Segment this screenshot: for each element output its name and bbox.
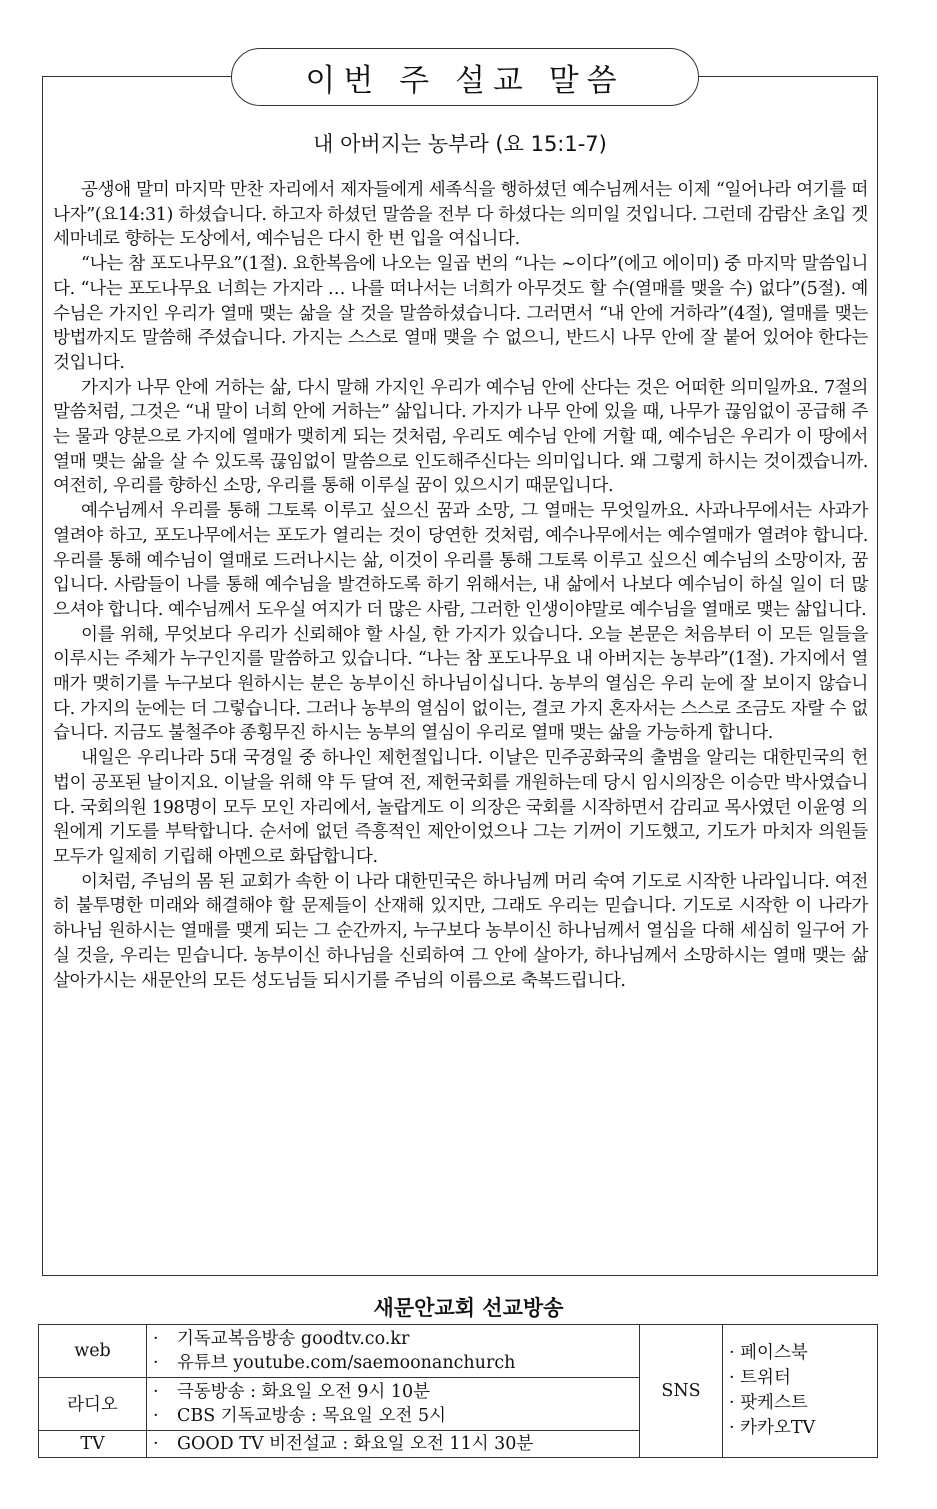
sermon-paragraph: 내일은 우리나라 5대 국경일 중 하나인 제헌절입니다. 이날은 민주공화국의 출범을 알리는 대한민국의 헌법이 공포된 날이지요. 이날을 위해 약 두 달여 전, 제헌국회를 개원하는데 당시 임시의장은 이승만 박사였습니다. 국회의원 198명이 모두 모인 자리에서, 놀랍게도 이 의장은 국회를 시작하면서 감리교 목사였던 이윤영 의원에게 기도를 부탁합니다. 순서에 없던 즉흥적인 제안이었으나 그는 기꺼이 기도했고, 기도가 마치자 의원들 모두가 일제히 기립해 아멘으로 화답합니다.: [53, 748, 868, 867]
list-item: [153, 1380, 633, 1404]
list-item: [729, 1391, 871, 1416]
list-item: [729, 1341, 871, 1366]
row-label-radio: 라디오: [39, 1377, 147, 1430]
radio-item-cbs: CBS 기독교방송 : 목요일 오전 5시: [177, 1405, 447, 1426]
list-item: [153, 1404, 633, 1428]
row-label-web: web: [39, 1325, 147, 1378]
broadcast-table: [38, 1324, 878, 1458]
sns-label: SNS: [640, 1325, 723, 1458]
bullet: ·: [153, 1381, 159, 1402]
sns-item-twitter: 트위터: [740, 1368, 791, 1388]
tv-items: [147, 1430, 640, 1457]
sermon-paragraph: 가지가 나무 안에 거하는 삶, 다시 말해 가지인 우리가 예수님 안에 산다는 것은 어떠한 의미일까요. 7절의 말씀처럼, 그것은 “내 말이 너희 안에 거하는” 삶입니다. 가지가 나무 안에 있을 때, 나무가 끊임없이 공급해 주는 물과 양분으로 가지에 열매가 맺히게 되는 것처럼, 우리도 예수님 안에 거할 때, 예수님은 우리가 이 땅에서 열매 맺는 삶을 살 수 있도록 끊임없이 말씀으로 인도해주신다는 의미입니다. 왜 그렇게 하시는 것이겠습니까. 여전히, 우리를 향하신 소망, 우리를 통해 이루실 꿈이 있으시기 때문입니다.: [53, 377, 868, 497]
bullet: ·: [729, 1368, 735, 1388]
sermon-title: 내 아버지는 농부라 (요 15:1-7): [313, 132, 607, 156]
bullet: ·: [729, 1393, 735, 1413]
bullet: ·: [153, 1433, 159, 1454]
tv-item-goodtv: GOOD TV 비전설교 : 화요일 오전 11시 30분: [177, 1433, 534, 1454]
section-header: 이번 주 설교 말씀: [231, 48, 699, 106]
broadcast-row-web: [39, 1325, 878, 1378]
sermon-body: [53, 178, 868, 993]
sermon-paragraph: 이를 위해, 무엇보다 우리가 신뢰해야 할 사실, 한 가지가 있습니다. 오늘 본문은 처음부터 이 모든 일들을 이루시는 주체가 누구인지를 말씀하고 있습니다. “나는 참 포도나무요 내 아버지는 농부라”(1절). 가지에서 열매가 맺히기를 누구보다 원하시는 분은 농부이신 하나님이십니다. 농부의 열심은 우리 눈에 잘 보이지 않습니다. 가지의 눈에는 더 그렇습니다. 그러나 농부의 열심이 없이는, 결코 가지 혼자서는 스스로 조금도 자랄 수 없습니다. 지금도 불철주야 종횡무진 하시는 농부의 열심이 우리로 열매 맺는 삶을 가능하게 합니다.: [53, 624, 868, 744]
list-item: [153, 1351, 633, 1375]
bullet: ·: [729, 1418, 735, 1438]
web-items: [147, 1325, 640, 1378]
bullet: ·: [153, 1405, 159, 1426]
list-item: [153, 1327, 633, 1351]
sns-item-podcast: 팟케스트: [740, 1393, 808, 1413]
row-label-tv: TV: [39, 1430, 147, 1457]
sns-item-facebook: 페이스북: [740, 1343, 808, 1363]
bullet: ·: [729, 1343, 735, 1363]
radio-item-febc: 극동방송 : 화요일 오전 9시 10분: [177, 1381, 431, 1402]
broadcast-title: 새문안교회 선교방송: [373, 1296, 564, 1320]
list-item: [729, 1416, 871, 1441]
web-item-goodtv: 기독교복음방송 goodtv.co.kr: [177, 1328, 410, 1349]
radio-items: [147, 1377, 640, 1430]
bullet: ·: [153, 1328, 159, 1349]
web-item-youtube: 유튜브 youtube.com/saemoonanchurch: [177, 1352, 516, 1373]
list-item: [153, 1432, 633, 1456]
sns-item-kakaotv: 카카오TV: [740, 1418, 816, 1438]
sermon-paragraph: 이처럼, 주님의 몸 된 교회가 속한 이 나라 대한민국은 하나님께 머리 숙여 기도로 시작한 나라입니다. 여전히 불투명한 미래와 해결해야 할 문제들이 산재해 있지만, 그래도 우리는 믿습니다. 기도로 시작한 이 나라가 하나님 원하시는 열매를 맺게 되는 그 순간까지, 누구보다 농부이신 하나님께서 열심을 다해 세심히 일구어 가실 것을, 우리는 믿습니다. 농부이신 하나님을 신뢰하여 그 안에 살아가, 하나님께서 소망하시는 열매 맺는 삶 살아가시는 새문안의 모든 성도님들 되시기를 주님의 이름으로 축복드립니다.: [53, 871, 868, 991]
sermon-paragraph: 공생애 말미 마지막 만찬 자리에서 제자들에게 세족식을 행하셨던 예수님께서는 이제 “일어나라 여기를 떠나자”(요14:31) 하셨습니다. 하고자 하셨던 말씀을 전부 다 하셨다는 의미일 것입니다. 그런데 감람산 초입 겟세마네로 향하는 도상에서, 예수님은 다시 한 번 입을 여십니다.: [53, 180, 868, 250]
sermon-paragraph: 예수님께서 우리를 통해 그토록 이루고 싶으신 꿈과 소망, 그 열매는 무엇일까요. 사과나무에서는 사과가 열려야 하고, 포도나무에서는 포도가 열리는 것이 당연한 것처럼, 예수나무에서는 예수열매가 열려야 합니다. 우리를 통해 예수님이 열매로 드러나시는 삶, 이것이 우리를 통해 그토록 이루고 싶으신 예수님의 소망이자, 꿈입니다. 사람들이 나를 통해 예수님을 발견하도록 하기 위해서는, 내 삶에서 나보다 예수님이 하실 일이 더 많으셔야 합니다. 예수님께서 도우실 여지가 더 많은 사람, 그러한 인생이야말로 예수님을 열매로 맺는 삶입니다.: [53, 501, 868, 620]
sns-items: [723, 1325, 878, 1458]
list-item: [729, 1366, 871, 1391]
sermon-paragraph: “나는 참 포도나무요”(1절). 요한복음에 나오는 일곱 번의 “나는 ~이다”(에고 에이미) 중 마지막 말씀입니다. “나는 포도나무요 너희는 가지라 … 나를 떠나서는 너희가 아무것도 할 수(열매를 맺을 수) 없다”(5절). 예수님은 가지인 우리가 열매 맺는 삶을 살 것을 말씀하셨습니다. 그러면서 “내 안에 거하라”(4절), 열매를 맺는 방법까지도 말씀해 주셨습니다. 가지는 스스로 열매 맺을 수 없으니, 반드시 나무 안에 잘 붙어 있어야 한다는 것입니다.: [53, 254, 868, 373]
bullet: ·: [153, 1352, 159, 1373]
